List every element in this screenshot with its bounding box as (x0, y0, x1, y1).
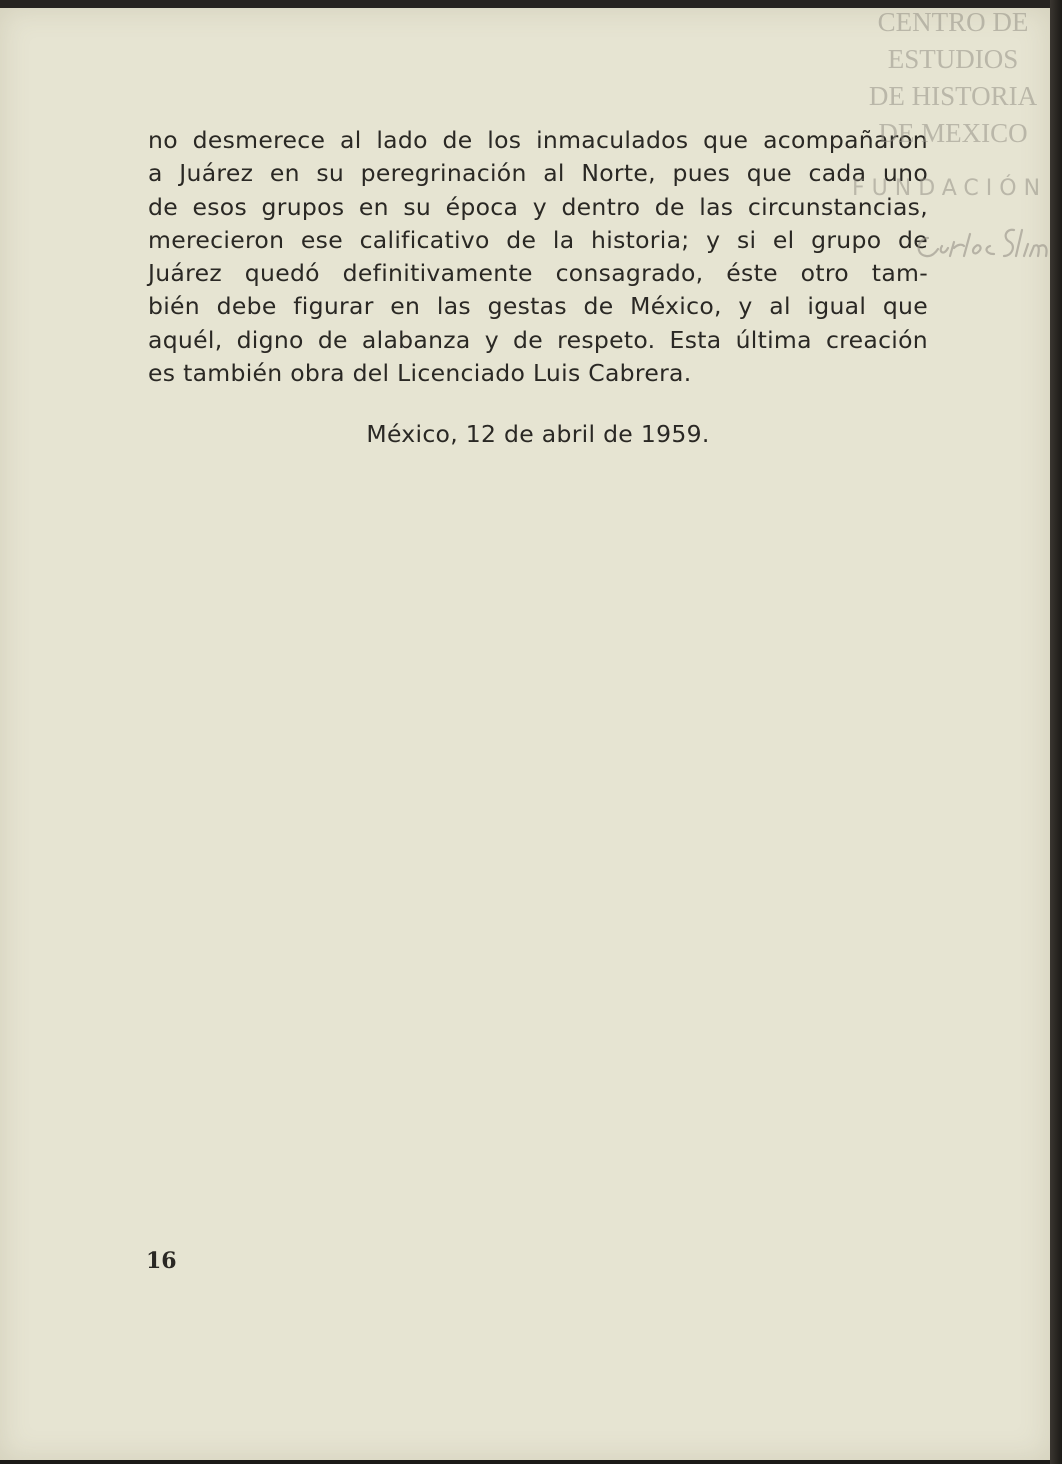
watermark-line: ESTUDIOS (887, 44, 1019, 74)
watermark-signature-logo (910, 216, 1050, 272)
body-paragraph (148, 124, 928, 390)
watermark-line: CENTRO DE (877, 7, 1029, 37)
body-line: bién debe figurar en las gestas de México, y al igual que (148, 292, 928, 321)
watermark-line: DE MEXICO (878, 118, 1028, 148)
watermark-foundation: FUNDACIÓN (852, 176, 1048, 201)
body-line: merecieron ese calificativo de la historia; y si el grupo de (148, 225, 928, 254)
dateline: México, 12 de abril de 1959. (366, 420, 710, 448)
body-line: aquél, digno de alabanza y de respeto. Esta última creación (148, 325, 928, 354)
watermark-line: DE HISTORIA (868, 81, 1038, 111)
body-line: no desmerece al lado de los inmaculados que acompañaron (148, 126, 928, 154)
page-number: 16 (146, 1248, 177, 1274)
body-line: Juárez quedó definitivamente consagrado, éste otro tam- (148, 259, 928, 288)
scan-right-edge (1050, 0, 1062, 1464)
body-line: a Juárez en su peregrinación al Norte, pues que cada uno (148, 159, 928, 188)
body-line: de esos grupos en su época y dentro de las circunstancias, (148, 192, 928, 221)
watermark-stamp (848, 4, 1058, 152)
body-line: es también obra del Licenciado Luis Cabrera. (148, 359, 692, 388)
